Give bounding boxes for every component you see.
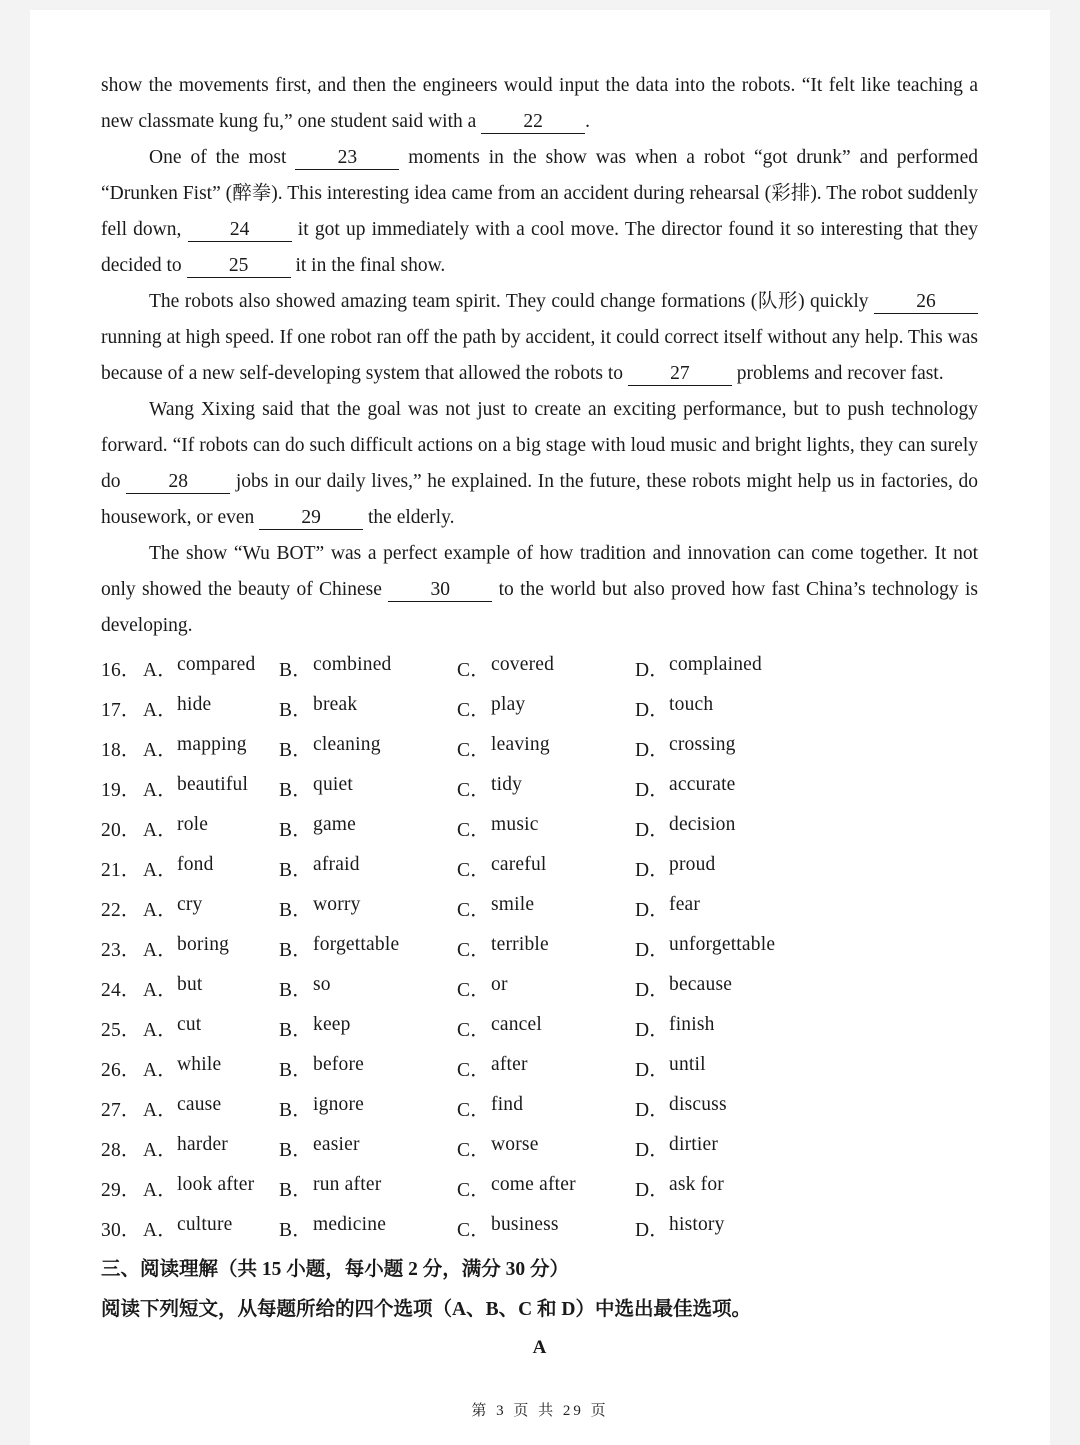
option-letter: A． (143, 860, 177, 881)
option-letter: D． (635, 980, 669, 1001)
option-letter: C． (457, 780, 490, 801)
option-choice (279, 894, 457, 922)
option-letter: C． (457, 940, 490, 961)
option-choice (635, 1054, 835, 1082)
option-choice (635, 1214, 835, 1242)
option-choice (457, 934, 635, 962)
question-options (101, 648, 978, 1248)
passage-paragraph (101, 140, 978, 284)
option-choice (635, 654, 835, 682)
option-text: cut (177, 1014, 202, 1035)
option-letter: B． (279, 820, 312, 841)
option-letter: A． (143, 900, 177, 921)
question-number: 22． (101, 900, 141, 921)
answer-blank: 27 (628, 363, 732, 386)
option-text: medicine (313, 1214, 387, 1235)
question-number: 26． (101, 1060, 141, 1081)
option-text: compared (177, 654, 256, 675)
option-text: come after (491, 1174, 576, 1195)
question-row (101, 728, 978, 768)
option-choice (143, 1214, 279, 1242)
option-letter: C． (457, 1180, 490, 1201)
option-letter: D． (635, 1060, 669, 1081)
option-text: crossing (669, 734, 736, 755)
option-letter: B． (279, 1220, 312, 1241)
passage-text: show the movements first, and then the engineers would input the data into the robots. “It felt like teaching a new classmate kung fu,” one student said with a (101, 75, 978, 132)
option-letter: D． (635, 740, 669, 761)
option-choice (635, 1174, 835, 1202)
option-text: run after (313, 1174, 382, 1195)
option-choice (143, 894, 279, 922)
passage-text: it got up immediately with a cool move. The director found it so interesting that they decided to (101, 219, 978, 276)
option-choice (279, 814, 457, 842)
option-choice (635, 734, 835, 762)
option-text: forgettable (313, 934, 400, 955)
answer-blank: 22 (481, 111, 585, 134)
option-choice (635, 1014, 835, 1042)
question-number: 28． (101, 1140, 141, 1161)
option-text: proud (669, 854, 716, 875)
option-letter: A． (143, 1180, 177, 1201)
question-row (101, 1008, 978, 1048)
option-letter: A． (143, 700, 177, 721)
passage-paragraph (101, 392, 978, 536)
option-text: worry (313, 894, 361, 915)
passage-text: . (585, 111, 591, 132)
option-letter: C． (457, 660, 490, 681)
option-letter: D． (635, 780, 669, 801)
passage-text: it in the final show. (290, 255, 446, 276)
option-choice (143, 854, 279, 882)
option-text: dirtier (669, 1134, 719, 1155)
option-choice (457, 654, 635, 682)
option-letter: D． (635, 900, 669, 921)
option-choice (635, 974, 835, 1002)
option-choice (457, 1014, 635, 1042)
passage-text: The show “Wu BOT” was a perfect example of how tradition and innovation can come together. It not only showed the beauty of Chinese (101, 543, 978, 600)
passage-text: to the world but also proved how fast China’s technology is developing. (101, 579, 978, 636)
option-text: so (313, 974, 331, 995)
passage-text: jobs in our daily lives,” he explained. In the future, these robots might help us in factories, do housework, or even (101, 471, 979, 528)
passage-paragraph (101, 536, 978, 644)
section-instruction: 阅读下列短文，从每题所给的四个选项（A、B、C 和 D）中选出最佳选项。 (101, 1299, 752, 1320)
option-text: hide (177, 694, 212, 715)
option-text: beautiful (177, 774, 249, 795)
option-text: play (491, 694, 526, 715)
passage-text: Wang Xixing said that the goal was not just to create an exciting performance, but to push technology forward. “If robots can do such difficult actions on a big stage with loud music and bright lights, they can surely do (101, 399, 978, 492)
option-text: find (491, 1094, 524, 1115)
option-choice (143, 1134, 279, 1162)
option-choice (143, 1174, 279, 1202)
option-text: or (491, 974, 508, 995)
option-letter: C． (457, 1220, 490, 1241)
option-text: cause (177, 1094, 222, 1115)
option-choice (635, 694, 835, 722)
passage-paragraph (101, 68, 978, 140)
question-number: 27． (101, 1100, 141, 1121)
question-row (101, 1128, 978, 1168)
option-choice (635, 1134, 835, 1162)
option-choice (143, 1054, 279, 1082)
option-choice (279, 854, 457, 882)
option-choice (457, 774, 635, 802)
option-letter: A． (143, 980, 177, 1001)
option-choice (457, 1094, 635, 1122)
option-text: cleaning (313, 734, 381, 755)
option-text: fear (669, 894, 701, 915)
option-letter: C． (457, 1060, 490, 1081)
option-text: but (177, 974, 203, 995)
option-choice (279, 654, 457, 682)
option-text: unforgettable (669, 934, 776, 955)
question-row (101, 768, 978, 808)
option-choice (143, 654, 279, 682)
option-letter: C． (457, 860, 490, 881)
passage-paragraph (101, 284, 978, 392)
option-letter: D． (635, 820, 669, 841)
option-letter: B． (279, 980, 312, 1001)
option-letter: C． (457, 1140, 490, 1161)
option-text: while (177, 1054, 222, 1075)
option-text: mapping (177, 734, 247, 755)
option-text: careful (491, 854, 547, 875)
option-text: tidy (491, 774, 523, 795)
option-choice (279, 1174, 457, 1202)
option-choice (279, 1094, 457, 1122)
answer-blank: 29 (259, 507, 363, 530)
option-letter: B． (279, 900, 312, 921)
option-letter: A． (143, 1100, 177, 1121)
option-choice (457, 1174, 635, 1202)
option-letter: D． (635, 1140, 669, 1161)
option-text: easier (313, 1134, 360, 1155)
option-text: decision (669, 814, 736, 835)
option-letter: D． (635, 940, 669, 961)
option-choice (279, 734, 457, 762)
question-row (101, 808, 978, 848)
option-text: quiet (313, 774, 353, 795)
option-choice (279, 974, 457, 1002)
option-text: afraid (313, 854, 360, 875)
option-choice (457, 734, 635, 762)
option-letter: A． (143, 1220, 177, 1241)
option-choice (457, 1134, 635, 1162)
question-number: 18． (101, 740, 141, 761)
page-content (101, 68, 978, 1366)
option-choice (279, 1214, 457, 1242)
exam-page (30, 10, 1050, 1445)
question-row (101, 1168, 978, 1208)
option-text: after (491, 1054, 528, 1075)
question-row (101, 928, 978, 968)
question-number: 20． (101, 820, 141, 841)
cloze-passage (101, 68, 978, 644)
passage-text: The robots also showed amazing team spirit. They could change formations (队形) quickly (149, 291, 874, 312)
question-row (101, 1208, 978, 1248)
option-choice (457, 1054, 635, 1082)
option-choice (635, 894, 835, 922)
option-letter: D． (635, 1180, 669, 1201)
option-text: because (669, 974, 733, 995)
option-text: look after (177, 1174, 255, 1195)
option-text: complained (669, 654, 762, 675)
option-choice (143, 1094, 279, 1122)
option-letter: D． (635, 1220, 669, 1241)
option-letter: B． (279, 1020, 312, 1041)
option-letter: C． (457, 740, 490, 761)
option-text: discuss (669, 1094, 727, 1115)
passage-text: One of the most (149, 147, 296, 168)
option-choice (635, 854, 835, 882)
option-text: boring (177, 934, 230, 955)
option-text: cancel (491, 1014, 542, 1035)
option-text: worse (491, 1134, 539, 1155)
question-row (101, 968, 978, 1008)
option-text: music (491, 814, 539, 835)
option-text: game (313, 814, 357, 835)
question-row (101, 1048, 978, 1088)
question-number: 30． (101, 1220, 141, 1241)
option-choice (143, 814, 279, 842)
option-choice (279, 934, 457, 962)
option-text: role (177, 814, 209, 835)
option-choice (457, 1214, 635, 1242)
option-text: accurate (669, 774, 736, 795)
option-letter: C． (457, 1020, 490, 1041)
option-letter: D． (635, 660, 669, 681)
passage-text: running at high speed. If one robot ran off the path by accident, it could correct itself without any help. This was because of a new self-developing system that allowed the robots to (101, 327, 978, 384)
option-letter: B． (279, 1180, 312, 1201)
question-row (101, 848, 978, 888)
option-text: finish (669, 1014, 715, 1035)
option-text: ignore (313, 1094, 365, 1115)
question-row (101, 888, 978, 928)
option-text: business (491, 1214, 559, 1235)
option-letter: D． (635, 700, 669, 721)
option-letter: D． (635, 1100, 669, 1121)
option-text: before (313, 1054, 364, 1075)
section-title: 三、阅读理解（共 15 小题，每小题 2 分，满分 30 分） (101, 1259, 570, 1280)
passage-text: problems and recover fast. (731, 363, 944, 384)
option-choice (143, 774, 279, 802)
option-choice (143, 694, 279, 722)
option-letter: C． (457, 980, 490, 1001)
option-letter: B． (279, 660, 312, 681)
option-choice (457, 894, 635, 922)
option-letter: A． (143, 660, 177, 681)
question-number: 16． (101, 660, 141, 681)
option-text: until (669, 1054, 706, 1075)
question-number: 17． (101, 700, 141, 721)
option-choice (635, 774, 835, 802)
answer-blank: 24 (188, 219, 292, 242)
option-letter: B． (279, 1100, 312, 1121)
question-number: 21． (101, 860, 141, 881)
option-choice (635, 1094, 835, 1122)
option-letter: B． (279, 700, 312, 721)
question-number: 25． (101, 1020, 141, 1041)
option-text: harder (177, 1134, 228, 1155)
option-text: leaving (491, 734, 550, 755)
question-number: 23． (101, 940, 141, 961)
option-text: covered (491, 654, 555, 675)
question-number: 19． (101, 780, 141, 801)
option-choice (143, 734, 279, 762)
option-letter: C． (457, 820, 490, 841)
question-row (101, 648, 978, 688)
answer-blank: 28 (126, 471, 230, 494)
option-text: keep (313, 1014, 351, 1035)
passage-text: the elderly. (363, 507, 455, 528)
question-number: 24． (101, 980, 141, 1001)
option-choice (143, 1014, 279, 1042)
option-text: touch (669, 694, 714, 715)
option-letter: B． (279, 940, 312, 961)
option-letter: A． (143, 1140, 177, 1161)
option-text: smile (491, 894, 535, 915)
option-letter: A． (143, 740, 177, 761)
option-text: cry (177, 894, 203, 915)
option-choice (635, 934, 835, 962)
option-choice (279, 1014, 457, 1042)
answer-blank: 26 (874, 291, 978, 314)
option-letter: C． (457, 700, 490, 721)
option-letter: B． (279, 780, 312, 801)
passage-label: A (532, 1337, 547, 1358)
option-text: fond (177, 854, 214, 875)
option-letter: B． (279, 1140, 312, 1161)
option-letter: C． (457, 1100, 490, 1121)
option-letter: A． (143, 820, 177, 841)
option-text: combined (313, 654, 392, 675)
option-choice (457, 974, 635, 1002)
question-number: 29． (101, 1180, 141, 1201)
option-choice (279, 694, 457, 722)
option-letter: D． (635, 1020, 669, 1041)
option-letter: C． (457, 900, 490, 921)
option-letter: A． (143, 1020, 177, 1041)
option-choice (457, 694, 635, 722)
option-choice (457, 814, 635, 842)
option-letter: A． (143, 940, 177, 961)
option-text: history (669, 1214, 725, 1235)
option-letter: B． (279, 1060, 312, 1081)
option-text: terrible (491, 934, 549, 955)
answer-blank: 30 (388, 579, 492, 602)
option-letter: B． (279, 740, 312, 761)
option-choice (279, 1054, 457, 1082)
option-letter: D． (635, 860, 669, 881)
option-letter: A． (143, 1060, 177, 1081)
question-row (101, 688, 978, 728)
option-choice (143, 974, 279, 1002)
passage-text: moments in the show was when a robot “got drunk” and performed “Drunken Fist” (醉拳). This interesting idea came from an accident during rehearsal (彩排). The robot suddenly fell down, (101, 147, 978, 240)
option-choice (143, 934, 279, 962)
option-letter: B． (279, 860, 312, 881)
answer-blank: 23 (295, 147, 399, 170)
answer-blank: 25 (187, 255, 291, 278)
question-row (101, 1088, 978, 1128)
option-text: culture (177, 1214, 233, 1235)
page-footer: 第 3 页 共 29 页 (471, 1403, 609, 1419)
option-choice (279, 774, 457, 802)
option-choice (279, 1134, 457, 1162)
option-text: break (313, 694, 358, 715)
option-choice (457, 854, 635, 882)
option-choice (635, 814, 835, 842)
option-letter: A． (143, 780, 177, 801)
option-text: ask for (669, 1174, 725, 1195)
